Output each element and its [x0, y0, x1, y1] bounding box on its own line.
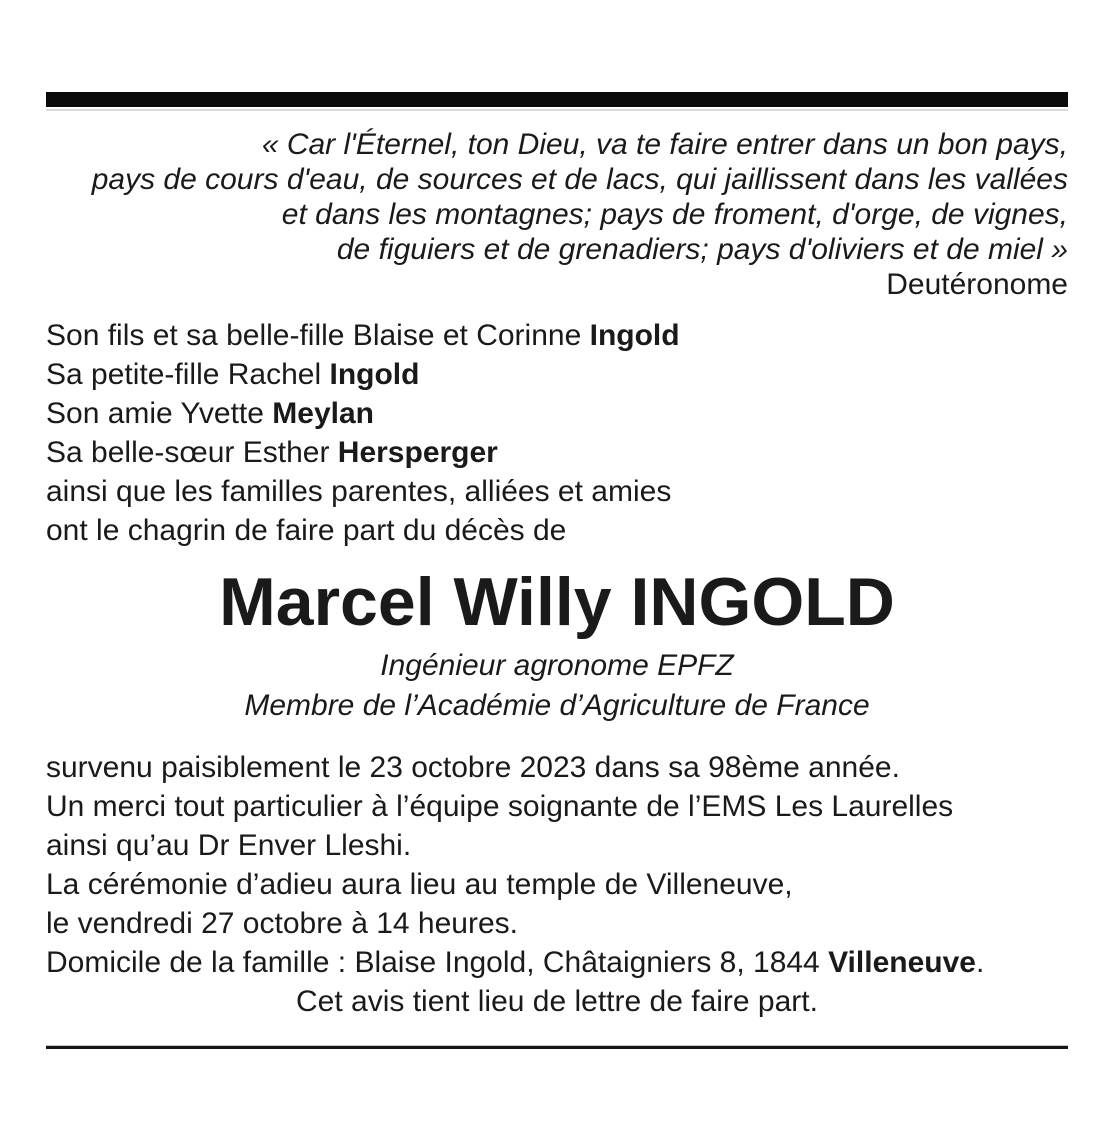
text-segment: ainsi que les familles parentes, alliées et amies — [46, 475, 672, 508]
relatives-list — [46, 316, 1068, 550]
bold-name-segment: Villeneuve — [828, 946, 976, 979]
text-segment: La cérémonie d’adieu aura lieu au temple de Villeneuve, — [46, 868, 793, 901]
relative-line — [46, 511, 1068, 550]
text-segment: le vendredi 27 octobre à 14 heures. — [46, 907, 518, 940]
deceased-name: Marcel Willy INGOLD — [219, 564, 895, 640]
relative-line — [46, 472, 1068, 511]
top-rule — [46, 92, 1068, 107]
relative-line — [46, 433, 1068, 472]
text-segment: Son amie Yvette — [46, 397, 273, 430]
detail-line — [46, 748, 1068, 787]
text-segment: Un merci tout particulier à l’équipe soignante de l’EMS Les Laurelles — [46, 790, 954, 823]
text-segment: Son fils et sa belle-fille Blaise et Corinne — [46, 319, 590, 352]
text-segment: Sa petite-fille Rachel — [46, 358, 330, 391]
relative-line — [46, 394, 1068, 433]
top-rule-shadow — [46, 109, 1068, 111]
scripture-line: « Car l'Éternel, ton Dieu, va te faire entrer dans un bon pays, — [261, 128, 1068, 161]
detail-line — [46, 826, 1068, 865]
credential-line: Ingénieur agronome EPFZ — [380, 649, 734, 682]
bottom-rule — [46, 1045, 1068, 1049]
deceased-credentials — [46, 646, 1068, 726]
closing-line: Cet avis tient lieu de lettre de faire part. — [296, 985, 818, 1018]
detail-line — [46, 865, 1068, 904]
text-segment: ont le chagrin de faire part du décès de — [46, 514, 567, 547]
scripture-quote — [46, 127, 1068, 267]
scripture-line: et dans les montagnes; pays de froment, d'orge, de vignes, — [281, 198, 1068, 231]
text-segment: Sa belle-sœur Esther — [46, 436, 338, 469]
relative-line — [46, 355, 1068, 394]
credential-line: Membre de l’Académie d’Agriculture de France — [244, 689, 870, 722]
detail-line — [46, 787, 1068, 826]
bold-name-segment: Hersperger — [337, 436, 498, 469]
scripture-line: pays de cours d'eau, de sources et de lacs, qui jaillissent dans les vallées — [91, 163, 1068, 196]
bold-name-segment: Meylan — [272, 397, 374, 430]
relative-line — [46, 316, 1068, 355]
announcement-details — [46, 748, 1068, 982]
detail-line — [46, 943, 1068, 982]
text-segment: survenu paisiblement le 23 octobre 2023 dans sa 98ème année. — [46, 751, 900, 784]
detail-line — [46, 904, 1068, 943]
bold-name-segment: Ingold — [329, 358, 420, 391]
text-segment: ainsi qu’au Dr Enver Lleshi. — [46, 829, 412, 862]
scripture-attribution: Deutéronome — [886, 268, 1068, 301]
text-segment: Domicile de la famille : Blaise Ingold, Châtaigniers 8, 1844 — [46, 946, 829, 979]
scripture-line: de figuiers et de grenadiers; pays d'oliviers et de miel » — [336, 233, 1068, 266]
text-segment: . — [975, 946, 985, 979]
bold-name-segment: Ingold — [589, 319, 680, 352]
